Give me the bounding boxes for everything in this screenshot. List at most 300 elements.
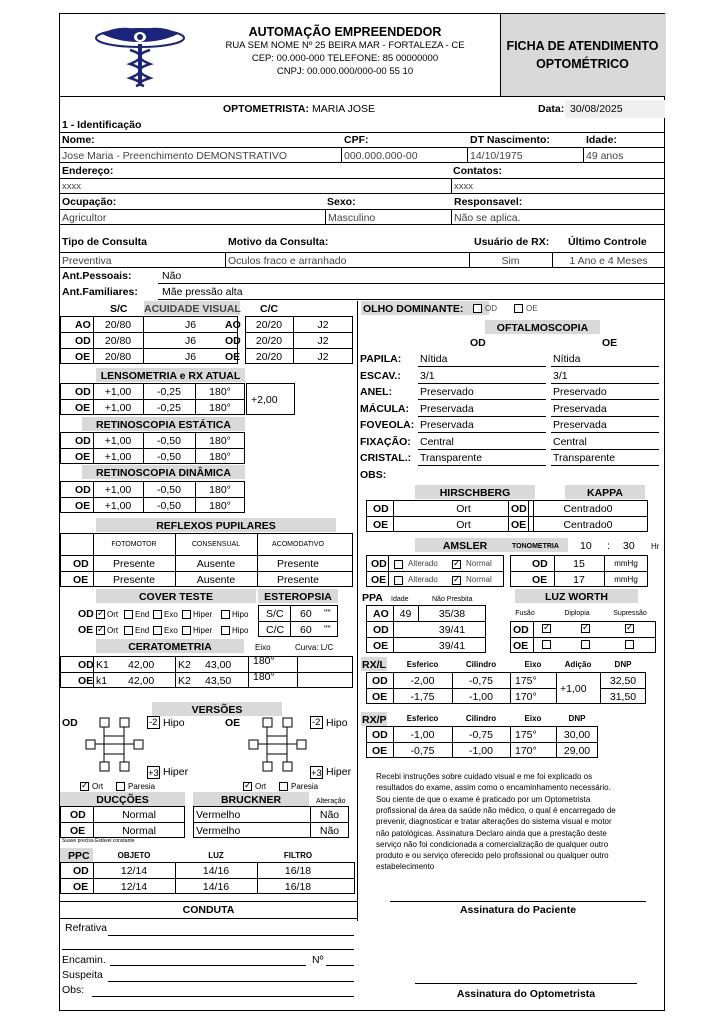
cover-od-end-checkbox[interactable] [124,610,133,619]
static-retinoscopy-sphere[interactable]: +1,00 [104,435,132,447]
sex-label: Sexo: [327,196,356,208]
patient-signature-label: Assinatura do Paciente [459,904,577,916]
conduct-referral-label: Encamin. [62,954,106,966]
cover-oe-ort-checkbox[interactable] [96,626,105,635]
acuity-sc-label: S/C [110,303,128,315]
acuity-sc-value[interactable]: 20/80 [104,335,132,347]
cover-od-exo-label: Exo [164,610,178,619]
keratometry-k1-label: k1 [96,675,108,687]
tonometry-oe-unit: mmHg [614,575,638,584]
ductions-value[interactable]: Normal [122,809,156,821]
bruckner-alteration-value[interactable]: Não [319,809,340,821]
amsler-od-altered-checkbox[interactable] [394,560,403,569]
conduct-referral-line[interactable] [110,965,306,966]
cover-od-hipo-checkbox[interactable] [221,610,230,619]
static-retinoscopy-eye-label: OE [75,451,91,463]
dominant-od-label: OD [485,304,497,313]
hirschberg-od-label: OD [373,503,389,515]
pupil-value[interactable]: Presente [112,574,156,586]
conduct-obs-label: Obs: [62,984,85,996]
keratometry-curve-header: Curva: L/C [295,643,334,652]
dynamic-retinoscopy-sphere[interactable]: +1,00 [104,484,132,496]
ppa-value[interactable]: 39/41 [438,640,466,652]
ophthalmoscopy-od-value: Nítida [420,353,448,365]
stereopsis-sc-label: S/C [266,608,284,620]
cover-od-exo-checkbox[interactable] [153,610,162,619]
rx-l-header: Eixo [524,660,542,669]
occupation-label: Ocupação: [62,196,117,208]
bruckner-value: Vermelho [196,809,241,821]
pupil-value[interactable]: Presente [276,574,320,586]
static-retinoscopy-axis[interactable]: 180° [209,435,231,447]
cover-oe-hipo-label: Hipo [232,626,249,635]
versions-od-paresia-checkbox[interactable] [116,782,125,791]
versions-title: VERSÕES [191,704,243,716]
lensometry-add[interactable]: +2,00 [251,394,278,406]
conduct-suspect-line[interactable] [108,981,354,982]
versions-oe-paresia-label: Paresia [291,782,319,791]
ophthalmoscopy-row-label: FOVEOLA: [360,419,415,431]
pupil-eye-label: OD [73,558,89,570]
dynamic-retinoscopy-sphere[interactable]: +1,00 [104,500,132,512]
tonometry-minute[interactable]: 30 [623,540,635,552]
caduceus-logo [88,20,192,90]
conduct-number-label: Nº [312,954,324,966]
worth-fusion-header: Fusão [515,610,535,617]
amsler-od-normal-label: Normal [466,559,492,568]
contacts-label: Contatos: [453,165,502,177]
pupil-reflexes-title: REFLEXOS PUPILARES [156,520,276,532]
dominant-oe-label: OE [526,304,538,313]
ppc-value[interactable]: 16/18 [284,881,312,893]
rx-l-cylinder[interactable]: -0,75 [469,675,493,687]
conduct-refractive-line[interactable] [108,935,354,936]
lensometry-axis[interactable]: 180° [209,386,231,398]
dynamic-retinoscopy-cylinder[interactable]: -0,50 [157,500,181,512]
consent-text-line: Recebi instruções sobre cuidado visual e me foi explicado os [376,772,593,781]
ppc-value[interactable]: 14/16 [202,865,230,877]
ductions-value[interactable]: Normal [122,825,156,837]
static-retinoscopy-cylinder[interactable]: -0,50 [157,435,181,447]
versions-od-minus2: -2 [149,717,158,728]
worth-title: LUZ WORTH [545,591,608,603]
patient-signature-line[interactable] [390,901,646,902]
pupil-header: FOTOMOTOR [111,541,157,548]
versions-oe-hyper-label: Hiper [326,766,352,778]
ppc-header: OBJETO [117,851,151,860]
rx-user-field[interactable]: Sim [501,255,520,267]
keratometry-axis-value: 180° [253,655,275,667]
rx-p-sphere[interactable]: -0,75 [410,745,435,757]
dominant-oe-checkbox[interactable] [514,304,523,313]
rx-p-dnp[interactable]: 29,00 [563,745,591,757]
lensometry-title: LENSOMETRIA e RX ATUAL [100,370,241,382]
cover-od-label: OD [78,608,94,620]
optometrist-name: MARIA JOSE [312,103,376,115]
stereopsis-cc-value[interactable]: 60 [300,624,312,636]
pupil-value[interactable]: Presente [276,558,320,570]
conduct-suspect-label: Suspeita [62,969,103,981]
amsler-oe-altered-label: Alterado [408,575,438,584]
consent-text-line: estabelecimento [376,862,435,872]
cover-oe-hiper-label: Hiper [193,626,213,635]
dob-label: DT Nascimento: [470,134,550,146]
acuity-eye-label: OE [75,351,91,363]
rx-p-cylinder[interactable]: -0,75 [469,729,493,741]
form-sheet: AUTOMAÇÃO EMPREENDEDOR RUA SEM NOME Nº 25 BEIRA MAR - FORTALEZA - CE CEP: 00.000-000 TELEFONE: 85 00000000 CNPJ: 00.000.000/000-00 55 10 FICHA DE ATENDIMENTO OPTOMÉTRICO OPTOMETRISTA: MARIA JOSE Data: 30/08/2025 1 - Identificação Nome: CPF: DT Nascimento: Idade: Jose Maria - Preenchimento DEMONSTRATIVO 000.000.000-00 14/10/1975 49 anos Endereço: Contatos: xxxx xxxx Ocupação: Sexo: Responsavel: Agricultor Masculino Não se aplica. Tipo de Consulta Motivo da Consulta: Usuário de RX: Último Controle Preventiva Oculos fraco e arranhado Sim 1 Ano e 4 Meses Ant.Pessoais: Não Ant.Familiares: Mãe pressão alta S/C ACUIDADE VISUAL C/C AO 20/80 J6 AO 20/20 J2 OD 20/80 J6 OD 20/20 J2 OE 20/80 J6 OE 20/20 J2 OLHO DOMINANTE: OD OE OFTALMOSCOPIA OD OE PAPILA: Nítida Nítida ESCAV.: 3/1 3/1 ANEL: Preservado Preservado MÁCULA: Preservada Preservada FOVEOLA: Preservada Preservada FIXAÇÃO: Central Central CRISTAL.: Transparente Transparente OBS: LENSOMETRIA e RX ATUAL OD +1,00 -0,25 180° OE +1,00 -0,25 180° +2,00 RETINOSCOPIA ESTÁTICA OD +1,00 -0,50 180° OE +1,00 -0,50 180° RETINOSCOPIA DINÂMICA OD +1,00 -0,50 180° OE +1,00 -0,50 180° HIRSCHBERG KAPPA OD OE Ort Ort OD OE Centrado0 Centrado0 REFLEXOS PUPILARES FOTOMOTOR CONSENSUAL ACOMODATIVO OD Presente Ausente Presente OE Presente Ausente Presente AMSLER OD Alterado ✓ Normal OE Alterado ✓ Normal TONOMETRIA 10 : 30 Hr OD OE 15 17 mmHg mmHg COVER TESTE ESTEROPSIA OD ✓ Ort End Exo Hiper Hipo OE ✓ Ort End Exo Hiper Hipo S/C C/C 60 60 "" "" PPA Idade Não Presbita AO 49 35/38 OD 39/41 OE 39/41 LUZ WORTH Fusão Diplopia Supressão OD OE ✓ ✓ ✓ CERATOMETRIA Eixo Curva: L/C OD K1 42,00 K2 43,00 180° OE k1 42,00 K2 43,50 180° RX/L Esferico Cilindro Eixo Adição DNP OD -2,00 -0,75 175° 32,50 OE -1,75 -1,00 170° 31,50 +1,00 VERSÕES OD -2 Hipo +3 Hiper ✓ Ort Paresia OE -2 Hipo +3 Hiper ✓ Ort Paresia RX/P Esferico Cilindro Eixo DNP OD -1,00 -0,75 175° 30,00 OE -0,75 -1,00 170° 29,00 Recebi instruções sobre cuidado visual e me foi explicado os resultados do exame, assim como o encaminhamento necessário. Sou ciente de que o exame é praticado por um Optometrista profissional da área da saúde não médico, o qual é encarregado de prevenir, diagnosticar e tratar alterações do sistema visual e motor não patológicas. Assinatura Declaro ainda que a prestação deste serviço não foi condicionada a comercialização de qualquer outro produto e ou serviço oferecido pelo profissional ou qualquer outro estabelecimento DUCÇÕES BRUCKNER Alteração OD Normal Vermelho Não OE Normal Vermelho Não Suave precisa Estável constante PPC OBJETO LUZ FILTRO OD 12/14 14/16 16/18 OE 12/14 14/16 16/18 CONDUTA Refrativa Encamin. Nº Suspeita Obs: Assinatura do Paciente Assinatura do Optometrista [59,13,665,1011]
versions-od-hyper-label: Hiper [163,766,189,778]
consent-text-line: serviço não foi condicionada a comercialização de qualquer outro [376,839,609,849]
versions-od-diagram [84,716,154,778]
ophthalmoscopy-oe-value: Preservada [553,419,607,431]
cover-test-title: COVER TESTE [138,591,214,603]
rx-p-header: Eixo [524,714,542,723]
amsler-oe-normal-checkbox[interactable] [452,576,461,585]
ophthalmoscopy-oe-value: Transparente [553,452,616,464]
tonometry-od-label: OD [532,558,548,570]
rx-p-header: DNP [568,714,586,723]
keratometry-eye-label: OE [78,675,94,687]
form-title-1: FICHA DE ATENDIMENTO [506,39,659,53]
kappa-oe-value[interactable]: Centrado0 [563,519,613,531]
worth-suppression-header: Supressão [613,610,647,617]
kappa-od-value[interactable]: Centrado0 [563,503,613,515]
ophthalmoscopy-oe-header: OE [602,337,618,349]
cover-od-ort-label: Ort [107,610,119,619]
ductions-title: DUCÇÕES [96,794,149,806]
cpf-field[interactable]: 000.000.000-00 [344,150,418,162]
ductions-eye-label: OE [70,825,86,837]
ppc-value[interactable]: 16/18 [284,865,312,877]
sex-field[interactable]: Masculino [328,212,376,224]
pupil-header: CONSENSUAL [191,541,241,548]
amsler-od-label: OD [371,558,387,570]
rx-l-header: Cilindro [465,660,497,669]
age-field[interactable]: 49 anos [586,150,624,162]
ppc-value[interactable]: 12/14 [120,881,148,893]
company-name: AUTOMAÇÃO EMPREENDEDOR [248,25,442,39]
rx-l-axis: 175° [515,675,537,687]
responsible-label: Responsavel: [454,196,523,208]
pupil-header: ACOMODATIVO [272,541,324,548]
rx-p-dnp[interactable]: 30,00 [563,729,591,741]
amsler-oe-altered-checkbox[interactable] [394,576,403,585]
worth-oe-fusion-checkbox[interactable] [542,640,551,649]
acuity-title: ACUIDADE VISUAL [144,303,241,315]
keratometry-k2-label: K2 [178,659,191,671]
age-label: Idade: [586,134,617,146]
optometrist-signature-label: Assinatura do Optometrista [456,988,596,1000]
worth-od-suppression-checkbox[interactable] [625,624,634,633]
dynamic-retinoscopy-cylinder[interactable]: -0,50 [157,484,181,496]
versions-oe-paresia-checkbox[interactable] [279,782,288,791]
ppc-eye-label: OE [73,881,89,893]
family-history-field[interactable]: Mãe pressão alta [162,286,243,298]
company-contacts: CEP: 00.000-000 TELEFONE: 85 00000000 [251,53,439,64]
acuity-cc-jaeger[interactable]: J2 [317,335,329,347]
rx-l-add[interactable]: +1,00 [560,683,587,695]
amsler-od-normal-checkbox[interactable] [452,560,461,569]
cover-oe-exo-checkbox[interactable] [153,626,162,635]
lensometry-sphere[interactable]: +1,00 [104,402,132,414]
consult-reason-field[interactable]: Oculos fraco e arranhado [228,255,347,267]
ophthalmoscopy-obs-label: OBS: [360,469,387,481]
versions-oe-label: OE [225,717,241,729]
rx-p-title: RX/P [362,714,387,726]
ophthalmoscopy-oe-value: Central [553,435,587,448]
tonometry-hr-label: Hr [651,542,660,551]
rx-l-eye-label: OD [372,675,388,687]
ppc-eye-label: OD [73,865,89,877]
dynamic-retinoscopy-title: RETINOSCOPIA DINÂMICA [96,467,231,479]
rx-l-dnp[interactable]: 32,50 [609,675,637,687]
rx-l-header: DNP [614,660,632,669]
acuity-eye-label: OD [75,335,91,347]
consult-type-field[interactable]: Preventiva [62,255,112,267]
acuity-cc-value[interactable]: 20/20 [255,351,283,363]
keratometry-eye-label: OD [78,659,94,671]
dominant-eye-label: OLHO DOMINANTE: [363,303,464,315]
tonometry-od-value[interactable]: 15 [573,558,585,570]
optometrist-signature-line[interactable] [415,983,637,984]
acuity-sc-jaeger[interactable]: J6 [184,319,197,331]
ophthalmoscopy-od-value: Preservada [420,402,474,415]
ppc-value[interactable]: 14/16 [202,881,230,893]
cover-od-end-label: End [135,610,150,619]
hirschberg-oe-value[interactable]: Ort [456,519,471,531]
versions-od-ort-label: Ort [92,782,104,791]
tonometry-hour[interactable]: 10 [580,540,592,552]
tonometry-oe-value[interactable]: 17 [573,574,585,586]
rx-p-header: Esferico [406,714,439,723]
keratometry-axis-header: Eixo [255,643,271,652]
form-title-2: OPTOMÉTRICO [536,57,629,71]
rx-l-title: RX/L [362,659,386,671]
acuity-sc-jaeger[interactable]: J6 [184,335,197,347]
hirschberg-od-value[interactable]: Ort [456,503,471,515]
occupation-field[interactable]: Agricultor [62,212,107,224]
keratometry-k1-label: K1 [96,659,109,671]
ppa-non-presbyope-header: Não Presbita [432,596,473,603]
ophthalmoscopy-oe-value: Preservado [553,386,607,398]
cover-oe-exo-label: Exo [164,626,178,635]
tonometry-od-unit: mmHg [614,559,638,568]
static-retinoscopy-axis[interactable]: 180° [209,451,231,463]
address-label: Endereço: [62,165,114,177]
date-value: 30/08/2025 [570,103,623,115]
cover-od-ort-checkbox[interactable] [96,610,105,619]
rx-l-sphere[interactable]: -1,75 [410,691,435,703]
static-retinoscopy-eye-label: OD [75,435,91,447]
hirschberg-oe-label: OE [373,519,389,531]
dynamic-retinoscopy-axis[interactable]: 180° [209,484,231,496]
acuity-sc-value[interactable]: 20/80 [104,351,132,363]
consent-text-line: produto e ou serviço oferecido pelo profissional ou qualquer outro [376,851,609,861]
ppa-age-header: Idade [391,596,409,603]
lensometry-eye-label: OD [75,386,91,398]
ophthalmoscopy-row-label: MÁCULA: [360,402,409,415]
ophthalmoscopy-row-label: PAPILA: [360,353,402,365]
consent-text-line: resultados do exame, assim como o encaminhamento necessário. [376,783,611,793]
amsler-oe-normal-label: Normal [466,575,492,584]
rx-l-header: Adição [564,660,592,669]
cover-oe-ort-label: Ort [107,626,119,635]
ophthalmoscopy-od-value: Preservado [420,386,474,398]
consent-text-line: não patológicas. Assinatura Declaro ainda que a prestação deste [376,828,607,838]
acuity-cc-eye-label: OD [225,335,241,347]
lensometry-axis[interactable]: 180° [209,402,231,414]
personal-history-field[interactable]: Não [162,270,182,282]
worth-od-fusion-checkbox[interactable] [542,624,551,633]
dynamic-retinoscopy-axis[interactable]: 180° [209,500,231,512]
acuity-sc-jaeger[interactable]: J6 [184,351,197,363]
bruckner-alteration-value[interactable]: Não [319,825,340,837]
last-control-label: Último Controle [568,236,647,248]
lensometry-eye-label: OE [75,402,91,414]
amsler-od-altered-label: Alterado [408,559,438,568]
lensometry-cylinder[interactable]: -0,25 [157,386,181,398]
rx-l-sphere[interactable]: -2,00 [410,675,435,687]
ophthalmoscopy-od-header: OD [470,337,486,349]
versions-oe-ort-checkbox[interactable] [243,782,252,791]
keratometry-k1-value: 42,00 [128,675,155,687]
static-retinoscopy-sphere[interactable]: +1,00 [104,451,132,463]
stereopsis-cc-unit: "" [324,624,331,635]
rx-p-axis: 170° [515,745,537,757]
ophthalmoscopy-row-label: ESCAV.: [360,369,401,382]
rx-user-label: Usuário de RX: [474,236,550,248]
ppc-value[interactable]: 12/14 [120,865,148,877]
worth-oe-diplopia-checkbox[interactable] [581,640,590,649]
name-field[interactable]: Jose Maria - Preenchimento DEMONSTRATIVO [62,150,288,162]
ppa-eye-label: OE [373,640,389,652]
ophthalmoscopy-od-value: Transparente [420,452,483,464]
ophthalmoscopy-row-label: ANEL: [360,386,393,398]
rx-l-axis: 170° [515,691,537,703]
bruckner-alteration-header: Alteração [316,798,346,805]
versions-od-ort-checkbox[interactable] [80,782,89,791]
ppc-title: PPC [68,850,90,862]
ppa-eye-label: AO [373,608,389,620]
keratometry-k2-label: K2 [178,675,191,687]
ophthalmoscopy-title: OFTALMOSCOPIA [496,322,589,334]
keratometry-k1-value: 42,00 [128,659,155,671]
conduct-refractive-label: Refrativa [65,922,108,934]
conduct-obs-line[interactable] [92,996,354,997]
rx-p-eye-label: OD [372,729,388,741]
cover-oe-end-label: End [135,626,150,635]
acuity-cc-value[interactable]: 20/20 [255,319,283,331]
ppa-title: PPA [362,592,383,604]
family-history-label: Ant.Familiares: [62,286,138,298]
acuity-cc-eye-label: AO [225,319,241,331]
worth-diplopia-header: Diplopia [564,610,590,617]
contacts-field[interactable]: xxxx [454,181,473,192]
stereopsis-title: ESTEROPSIA [264,591,332,603]
ppa-value[interactable]: 39/41 [438,624,466,636]
keratometry-axis-value: 180° [253,671,275,683]
date-label: Data: [538,103,565,115]
rx-p-axis: 175° [515,729,537,741]
acuity-cc-value[interactable]: 20/20 [255,335,283,347]
static-retinoscopy-title: RETINOSCOPIA ESTÁTICA [96,419,231,431]
responsible-field[interactable]: Não se aplica. [454,212,521,224]
acuity-cc-jaeger[interactable]: J2 [317,319,329,331]
versions-oe-diagram [247,716,317,778]
ophthalmoscopy-oe-value: Nítida [553,353,581,365]
versions-od-hypo-label: Hipo [163,717,185,729]
rx-l-cylinder[interactable]: -1,00 [469,691,493,703]
rx-l-eye-label: OE [372,691,388,703]
pupil-value[interactable]: Ausente [196,558,236,570]
cover-od-hiper-checkbox[interactable] [182,610,191,619]
consult-type-label: Tipo de Consulta [62,236,147,248]
ophthalmoscopy-od-value: 3/1 [420,369,435,382]
acuity-sc-value[interactable]: 20/80 [104,319,132,331]
company-cnpj: CNPJ: 00.000.000/000-00 55 10 [276,66,414,77]
ppa-eye-label: OD [373,624,389,636]
bruckner-value: Vermelho [196,825,241,837]
rx-p-eye-label: OE [372,745,388,757]
pupil-value[interactable]: Presente [112,558,156,570]
rx-l-dnp[interactable]: 31,50 [609,691,637,703]
worth-oe-suppression-checkbox[interactable] [625,640,634,649]
ppa-value[interactable]: 35/38 [438,608,466,620]
amsler-title: AMSLER [442,540,488,552]
ppc-header: FILTRO [283,851,313,860]
section-identification: 1 - Identificação [62,119,142,131]
rx-p-cylinder[interactable]: -1,00 [469,745,493,757]
cover-oe-hiper-checkbox[interactable] [182,626,191,635]
kappa-title: KAPPA [587,487,623,499]
acuity-cc-jaeger[interactable]: J2 [317,351,329,363]
tonometry-oe-label: OE [532,574,548,586]
versions-od-label: OD [62,717,78,729]
rx-p-sphere[interactable]: -1,00 [410,729,435,741]
name-label: Nome: [62,134,95,146]
stereopsis-sc-value[interactable]: 60 [300,608,312,620]
last-control-field[interactable]: 1 Ano e 4 Meses [569,255,648,267]
versions-od-paresia-label: Paresia [128,782,156,791]
lensometry-sphere[interactable]: +1,00 [104,386,132,398]
consult-reason-label: Motivo da Consulta: [228,236,329,248]
dob-field[interactable]: 14/10/1975 [470,150,523,162]
acuity-eye-label: AO [75,319,91,331]
consent-text-line: prevenir, diagnosticar e tratar alterações do sistema visual e motor [376,817,612,827]
keratometry-k2-value: 43,00 [205,659,232,671]
ophthalmoscopy-od-value: Preservada [420,419,474,431]
dominant-od-checkbox[interactable] [473,304,482,313]
keratometry-k2-value: 43,50 [205,675,232,687]
pupil-eye-label: OE [73,574,89,586]
versions-od-plus3: +3 [148,768,159,779]
address-field[interactable]: xxxx [62,181,81,192]
cpf-label: CPF: [344,134,369,146]
worth-od-diplopia-checkbox[interactable] [581,624,590,633]
static-retinoscopy-cylinder[interactable]: -0,50 [157,451,181,463]
bruckner-title: BRUCKNER [220,794,282,806]
worth-oe-label: OE [513,640,529,652]
lensometry-cylinder[interactable]: -0,25 [157,402,181,414]
acuity-cc-eye-label: OE [225,351,241,363]
pupil-value[interactable]: Ausente [196,574,236,586]
cover-oe-end-checkbox[interactable] [124,626,133,635]
cover-oe-hipo-checkbox[interactable] [221,626,230,635]
tonometry-title: TONOMETRIA [512,543,559,550]
ophthalmoscopy-oe-value: 3/1 [553,369,568,382]
acuity-cc-label: C/C [260,303,279,315]
ppa-age-value[interactable]: 49 [399,608,412,620]
